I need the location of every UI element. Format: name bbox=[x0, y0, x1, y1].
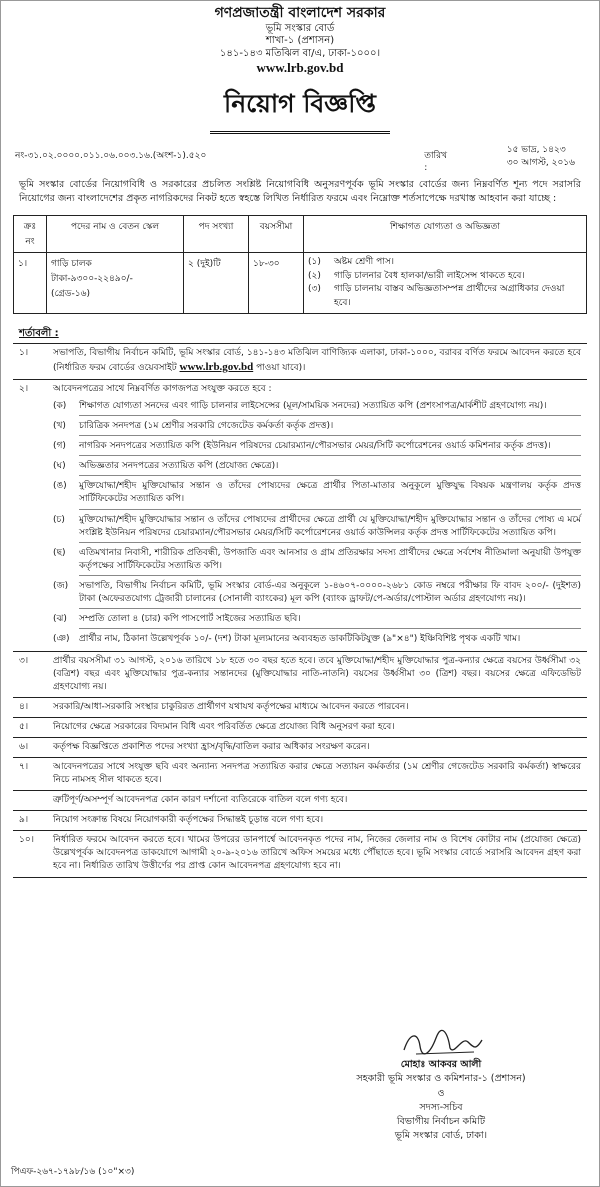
post-name: গাড়ি চালক bbox=[51, 259, 92, 270]
document-item: (ঝ) সম্প্রতি তোলা ৪ (চার) কপি পাসপোর্ট সাইজের সত্যায়িত ছবি। bbox=[53, 613, 581, 629]
document-item: (ঘ) অভিজ্ঞতার সনদপত্রের সত্যায়িত কপি (প্রযোজ্য ক্ষেত্রে)। bbox=[53, 460, 581, 476]
signatory-name: মোহাঃ আকবর আলী bbox=[400, 1059, 482, 1070]
condition-item: ২। আবেদনপত্রের সাথে নিম্নবর্ণিত কাগজপত্র সংযুক্ত করতে হবে : (ক) শিক্ষাগত যোগ্যতা সনদের এবং গাড়ি চালনার লাইসেন্সের (মূল/সাময়িক সনদের) সত্যায়িত কপি (প্রশংসাপত্র/মার্কশীট গ্রহণযোগ্য নয়)। (খ) চারিত্রিক সনদপত্র (১ম শ্রেণীর সরকারি গেজেটেড কর্মকর্তা কর্তৃক প্রদত্ত)। (গ) নাগরিক সনদপত্রের সত্যায়িত কপি (ইউনিয়ন পরিষদের চেয়ারম্যান/পৌরসভার মেয়র/সিটি কর্পোরেশনের ওয়ার্ড কমিশনার কর্তৃক প্রদত্ত)। (ঘ) অভিজ্ঞতার সনদপত্রের সত্যায়িত কপি (প্রযোজ্য ক্ষেত্রে)। (ঙ) মুক্তিযোদ্ধা/শহীদ মুক্তিযোদ্ধার সন্তান ও তাঁদের পোষ্যদের ক্ষেত্রে প্রার্থীর পিতা-মাতার অনুকূলে মুক্তিযুদ্ধ বিষয়ক মন্ত্রণালয় কর্তৃক প্রদত্ত সার্টিফিকেটের সত্যায়িত কপি। (চ) মুক্তিযোদ্ধা/শহীদ মুক্তিযোদ্ধার সন্তান ও তাঁদের পোষ্যদের প্রার্থীদের ক্ষেত্রে প্রার্থী যে মুক্তিযোদ্ধা/শহীদ মুক্তিযোদ্ধার সন্তান ও তাঁদের পোষ্য এ মর্মে সংশ্লিষ্ট ইউনিয়ন পরিষদের চেয়ারম্যান/পৌরসভার মেয়র/সিটি কর্পোরেশনের ওয়ার্ড কাউন্সিলর কর্তৃক প্রদত্ত সার্টিফিকেটের সত্যায়িত কপি। (ছ) এতিমখানার নিবাসী, শারীরিক প্রতিবন্ধী, উপজাতি এবং আনসার ও গ্রাম প্রতিরক্ষার সদস্য প্রার্থীদের ক্ষেত্রে সর্বশেষ নীতিমালা অনুযায়ী উপযুক্ত কর্তৃপক্ষের সার্টিফিকেটের সত্যায়িত কপি। (জ) সভাপতি, বিভাগীয় নির্বাচন কমিটি, ভূমি সংস্কার বোর্ড-এর অনুকূলে ১-৪৬০৭-০০০০-২৬৮১ কোড নম্বরে পরীক্ষার ফি বাবদ ২০০/- (দুইশত) টাকা (অফেরতযোগ্য ট্রেজারী চালানের (সোনালী ব্যাংকের) মূল কপি (ব্যাংক ড্রাফট/পে-অর্ডার/পোস্টাল অর্ডার গ্রহণযোগ্য নয়)। (ঝ) সম্প্রতি তোলা ৪ (চার) কপি পাসপোর্ট সাইজের সত্যায়িত ছবি। (ঞ) প্রার্থীর নাম, ঠিকানা উল্লেখপূর্বক ১০/- (দশ) টাকা মূল্যমানের অব্যবহৃত ডাকটিকিটযুক্ত (৯"×৪") ইঞ্চিবিশিষ্ট পৃথক একটি খাম। bbox=[13, 380, 587, 652]
memo-date bbox=[424, 144, 575, 174]
letterhead bbox=[9, 5, 591, 76]
document-item: (ছ) এতিমখানার নিবাসী, শারীরিক প্রতিবন্ধী, উপজাতি এবং আনসার ও গ্রাম প্রতিরক্ষার সদস্য প্রার্থীদের ক্ষেত্রে সর্বশেষ নীতিমালা অনুযায়ী উপযুক্ত কর্তৃপক্ষের সার্টিফিকেটের সত্যায়িত কপি। bbox=[53, 547, 581, 576]
conditions-heading: শর্তাবলী : bbox=[19, 328, 59, 340]
requirement-item: (১) অষ্টম শ্রেণী পাস। bbox=[308, 257, 395, 268]
intro-paragraph: ভূমি সংস্কার বোর্ডের নিয়োগবিধি ও সরকারের প্রচলিত সংশ্লিষ্ট নিয়োগবিধি অনুসরণপূর্বক ভূমি সংস্কার বোর্ডের জন্য নিম্নবর্ণিত শূন্য পদে সরাসরি নিয়োগের জন্য বাংলাদেশের প্রকৃত নাগরিকদের নিকট হতে স্বহস্তে লিখিত নির্ধারিত ফরমে এবং নিম্নোক্ত শর্তসাপেক্ষে দরখাস্ত আহবান করা যাচ্ছে : bbox=[19, 179, 581, 204]
column-header: পদের নাম ও বেতন স্কেল bbox=[47, 216, 184, 253]
condition-item: ৬। কর্তৃপক্ষ বিজ্ঞপ্তিতে প্রকাশিত পদের সংখ্যা হ্রাস/বৃদ্ধি/বাতিল করার অধিকার সংরক্ষণ করেন। bbox=[13, 738, 587, 758]
condition-item: ৭। আবেদনপত্রের সাথে সংযুক্ত ছবি এবং অন্যান্য সনদপত্র সত্যায়িত করার ক্ষেত্রে সত্যায়ন কর্মকর্তার (১ম শ্রেণীর গেজেটেড সরকারি কর্মকর্তা) স্বাক্ষরের নিচে নামসহ সীল থাকতে হবে। bbox=[13, 758, 587, 791]
website-link[interactable]: www.lrb.gov.bd bbox=[179, 361, 254, 374]
post-cell bbox=[47, 253, 184, 314]
handwritten-signature bbox=[291, 1028, 591, 1058]
date-bangla: ১৫ ভাদ্র, ১৪২৩ bbox=[506, 145, 566, 156]
column-header: বয়সসীমা bbox=[249, 216, 304, 253]
requirements-cell bbox=[304, 253, 587, 314]
document-item: (ঙ) মুক্তিযোদ্ধা/শহীদ মুক্তিযোদ্ধার সন্তান ও তাঁদের পোষ্যদের ক্ষেত্রে প্রার্থীর পিতা-মাতার অনুকূলে মুক্তিযুদ্ধ বিষয়ক মন্ত্রণালয় কর্তৃক প্রদত্ত সার্টিফিকেটের সত্যায়িত কপি। bbox=[53, 480, 581, 509]
office-address: ১৪১-১৪৩ মতিঝিল বা/এ, ঢাকা-১০০০। bbox=[219, 47, 381, 59]
grade: (গ্রেড-১৬) bbox=[51, 289, 90, 300]
table-header-row bbox=[14, 216, 587, 253]
document-item: (খ) চারিত্রিক সনদপত্র (১ম শ্রেণীর সরকারি গেজেটেড কর্মকর্তা কর্তৃক প্রদত্ত)। bbox=[53, 420, 581, 436]
date-english: ৩০ আগস্ট, ২০১৬ bbox=[506, 158, 575, 169]
memo-line bbox=[9, 144, 591, 174]
column-header: শিক্ষাগত যোগ্যতা ও অভিজ্ঞতা bbox=[304, 216, 587, 253]
signatory-office: ভূমি সংস্কার বোর্ড, ঢাকা। bbox=[394, 1130, 488, 1142]
signatory-and: ও bbox=[437, 1087, 445, 1099]
condition-item: ত্রুটিপূর্ণ/অসম্পূর্ণ আবেদনপত্র কোন কারণ দর্শানো ব্যতিরেকে বাতিল বলে গণ্য হবে। bbox=[13, 791, 587, 811]
branch-name: শাখা-১ (প্রশাসন) bbox=[265, 35, 335, 46]
page-title: নিয়োগ বিজ্ঞপ্তি bbox=[210, 84, 390, 134]
serial-cell: ১। bbox=[14, 253, 47, 314]
signatory-committee: বিভাগীয় নির্বাচন কমিটি bbox=[396, 1116, 486, 1127]
document-item: (চ) মুক্তিযোদ্ধা/শহীদ মুক্তিযোদ্ধার সন্তান ও তাঁদের পোষ্যদের প্রার্থীদের ক্ষেত্রে প্রার্থী যে মুক্তিযোদ্ধা/শহীদ মুক্তিযোদ্ধার সন্তান ও তাঁদের পোষ্য এ মর্মে সংশ্লিষ্ট ইউনিয়ন পরিষদের চেয়ারম্যান/পৌরসভার মেয়র/সিটি কর্পোরেশনের ওয়ার্ড কাউন্সিলর কর্তৃক প্রদত্ত সার্টিফিকেটের সত্যায়িত কপি। bbox=[53, 514, 581, 543]
condition-item: ৯। নিয়োগ সংক্রান্ত বিষয়ে নিয়োগকারী কর্তৃপক্ষের সিদ্ধান্তই চূড়ান্ত বলে গণ্য হবে। bbox=[13, 811, 587, 831]
document-item: (ঞ) প্রার্থীর নাম, ঠিকানা উল্লেখপূর্বক ১০/- (দশ) টাকা মূল্যমানের অব্যবহৃত ডাকটিকিটযুক্ত (৯"×৪") ইঞ্চিবিশিষ্ট পৃথক একটি খাম। bbox=[53, 633, 521, 644]
condition-item: ১। সভাপতি, বিভাগীয় নির্বাচন কমিটি, ভূমি সংস্কার বোর্ড, ১৪১-১৪৩ মতিঝিল বাণিজ্যিক এলাকা, ঢাকা-১০০০, বরাবর বর্ণিত ফরমে আবেদন করতে হবে (নির্ধারিত ফরম বোর্ডের ওয়েবসাইট www.lrb.gov.bd পাওয়া যাবে)। bbox=[13, 343, 587, 380]
condition-item: ৩। প্রার্থীর বয়সসীমা ৩১ আগস্ট, ২০১৬ তারিখে ১৮ হতে ৩০ বছর হতে হবে। তবে মুক্তিযোদ্ধা/শহীদ মুক্তিযোদ্ধার পুত্র-কন্যার ক্ষেত্রে বয়সের উর্ধ্বসীমা ৩২ (বত্রিশ) বছর এবং মুক্তিযোদ্ধার পুত্র-কন্যার সন্তানদের (মুক্তিযোদ্ধার নাতি-নাতনি) বয়সের উর্ধ্বসীমা ৩০ (ত্রিশ) বছর। বয়সের ক্ষেত্রে এফিডেভিট গ্রহণযোগ্য নয়। bbox=[13, 652, 587, 698]
date-label: তারিখ : bbox=[424, 151, 447, 174]
age-cell: ১৮-৩০ bbox=[249, 253, 304, 314]
pay-scale: টাকা-৯৩০০-২২৪৯০/- bbox=[51, 274, 133, 285]
condition-item: ৪। সরকারি/আধা-সরকারি সংস্থার চাকুরিরত প্রার্থীগণ যথাযথ কর্তৃপক্ষের মাধ্যমে আবেদন করতে পারবেন। bbox=[13, 698, 587, 718]
condition-item: ৫। নিয়োগের ক্ষেত্রে সরকারের বিদ্যমান বিধি এবং পরিবর্তিত ক্ষেত্রে প্রযোজ্য বিধি অনুসরণ করা হবে। bbox=[13, 718, 587, 738]
government-name: গণপ্রজাতন্ত্রী বাংলাদেশ সরকার bbox=[214, 5, 386, 21]
signature-block bbox=[291, 1028, 591, 1144]
count-cell: ২ (দুই)টি bbox=[184, 253, 249, 314]
requirement-item: (২) গাড়ি চালনার বৈধ হালকা/ভারী লাইসেন্স থাকতে হবে। bbox=[308, 270, 525, 281]
requirement-item: (৩) গাড়ি চালনায় বাস্তব অভিজ্ঞতাসম্পন্ন প্রার্থীদের অগ্রাধিকার দেওয়া হবে। bbox=[308, 284, 565, 308]
signature-scribble bbox=[396, 1028, 486, 1058]
column-header: ক্রঃ নং bbox=[14, 216, 47, 253]
website-link[interactable]: www.lrb.gov.bd bbox=[256, 60, 344, 75]
signatory-role: সদস্য-সচিব bbox=[419, 1101, 463, 1113]
table-row bbox=[14, 253, 587, 314]
document-item: (গ) নাগরিক সনদপত্রের সত্যায়িত কপি (ইউনিয়ন পরিষদের চেয়ারম্যান/পৌরসভার মেয়র/সিটি কর্পোরেশনের ওয়ার্ড কমিশনার কর্তৃক প্রদত্ত)। bbox=[53, 440, 581, 456]
memo-number: নং-৩১.০২.০০০০.০১১.০৬.০০৩.১৬.(অংশ-১).৫২০ bbox=[15, 151, 207, 162]
signatory-designation: সহকারী ভূমি সংস্কার ও কমিশনার-১ (প্রশাসন) bbox=[356, 1073, 526, 1085]
vacancy-table bbox=[13, 215, 587, 314]
column-header: পদ সংখ্যা bbox=[184, 216, 249, 253]
print-reference: পিএফ-২৬৭-১৭৯৮/১৬ (১০"×৩) bbox=[11, 1167, 135, 1177]
condition-item: ১০। নির্ধারিত ফরমে আবেদন করতে হবে। খামের উপরের ডানপার্শ্বে আবেদনকৃত পদের নাম, নিজের জেলার নাম ও বিশেষ কোটার নাম (প্রযোজ্য ক্ষেত্রে) উল্লেখপূর্বক আবেদনপত্র ডাকযোগে আগামী ২০-৯-২০১৬ তারিখে অফিস সময়ের মধ্যে পৌঁছাতে হবে। ভূমি সংস্কার বোর্ডে সরাসরি আবেদন গ্রহণ করা হবে না। নির্ধারিত তারিখ উত্তীর্ণের পর প্রাপ্ত কোন আবেদনপত্র গ্রহণযোগ্য হবে না। bbox=[13, 831, 587, 877]
document-item: (জ) সভাপতি, বিভাগীয় নির্বাচন কমিটি, ভূমি সংস্কার বোর্ড-এর অনুকূলে ১-৪৬০৭-০০০০-২৬৮১ কোড নম্বরে পরীক্ষার ফি বাবদ ২০০/- (দুইশত) টাকা (অফেরতযোগ্য ট্রেজারী চালানের (সোনালী ব্যাংকের) মূল কপি (ব্যাংক ড্রাফট/পে-অর্ডার/পোস্টাল অর্ডার গ্রহণযোগ্য নয়)। bbox=[53, 580, 581, 609]
document-item: (ক) শিক্ষাগত যোগ্যতা সনদের এবং গাড়ি চালনার লাইসেন্সের (মূল/সাময়িক সনদের) সত্যায়িত কপি (প্রশংসাপত্র/মার্কশীট গ্রহণযোগ্য নয়)। bbox=[53, 400, 581, 416]
board-name: ভূমি সংস্কার বোর্ড bbox=[265, 22, 335, 34]
